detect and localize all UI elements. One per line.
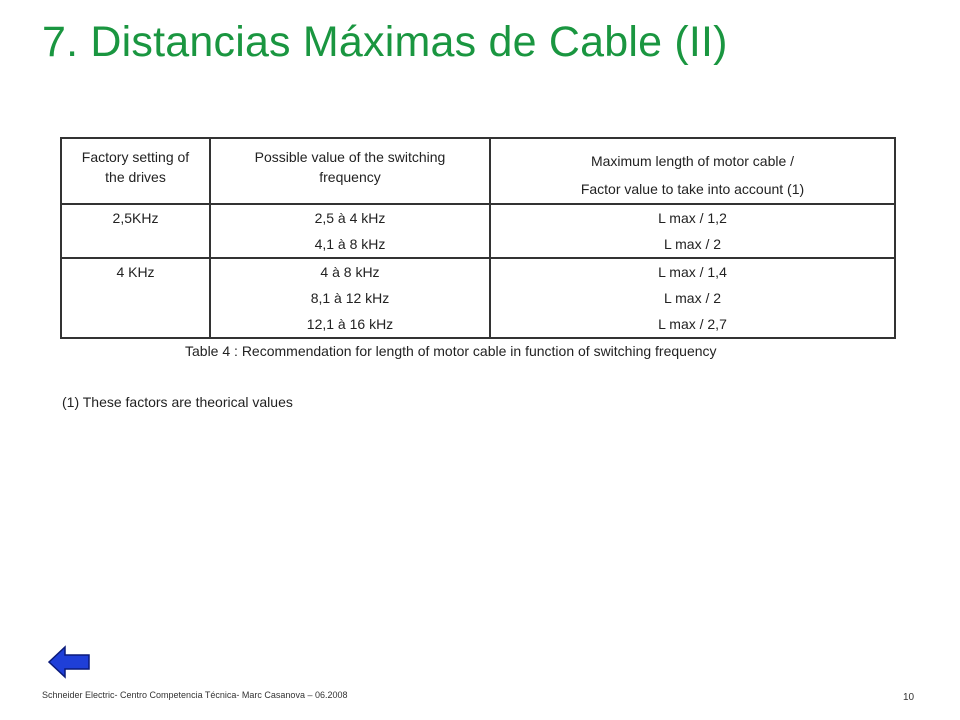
table-header-row (61, 138, 895, 204)
factor-cell (490, 204, 895, 258)
setting-value: 2,5KHz (112, 210, 159, 226)
header-factory-setting (61, 138, 210, 204)
slide-title: 7. Distancias Máximas de Cable (II) (42, 18, 728, 66)
factor-value: L max / 2 (663, 236, 722, 252)
header-max-length (490, 138, 895, 204)
arrow-shape (49, 647, 89, 677)
left-arrow-icon[interactable] (48, 645, 90, 679)
footer-text: Schneider Electric- Centro Competencia Técnica- Marc Casanova – 06.2008 (42, 690, 348, 700)
frequency-value: 8,1 à 12 kHz (310, 290, 390, 306)
setting-cell (61, 204, 210, 258)
frequency-value: 12,1 à 16 kHz (306, 316, 394, 332)
cable-length-table (60, 137, 896, 339)
setting-value: 4 KHz (116, 264, 155, 280)
factor-value: L max / 1,2 (658, 210, 727, 226)
factor-value: L max / 2,7 (658, 316, 727, 332)
factor-value: L max / 1,4 (658, 264, 727, 280)
header-max-length-line1: Maximum length of motor cable / (590, 153, 795, 169)
factor-value: L max / 2 (663, 290, 722, 306)
header-factory-setting-line1: Factory setting of (81, 149, 190, 165)
header-switching-frequency-line2: frequency (319, 169, 381, 185)
header-switching-frequency (210, 138, 490, 204)
header-max-length-line2: Factor value to take into account (1) (580, 181, 805, 197)
page-number: 10 (903, 692, 915, 703)
table-caption: Table 4 : Recommendation for length of motor cable in function of switching frequency (185, 343, 717, 359)
header-switching-frequency-line1: Possible value of the switching (254, 149, 446, 165)
back-button[interactable] (48, 645, 90, 679)
frequency-value: 4,1 à 8 kHz (314, 236, 386, 252)
frequency-cell (210, 258, 490, 338)
header-factory-setting-line2: the drives (105, 169, 166, 185)
frequency-value: 2,5 à 4 kHz (314, 210, 386, 226)
frequency-table (60, 137, 896, 339)
table-row (61, 204, 895, 258)
table-footnote: (1) These factors are theorical values (62, 394, 293, 410)
table-row (61, 258, 895, 338)
factor-cell (490, 258, 895, 338)
frequency-cell (210, 204, 490, 258)
setting-cell (61, 258, 210, 338)
frequency-value: 4 à 8 kHz (320, 264, 380, 280)
